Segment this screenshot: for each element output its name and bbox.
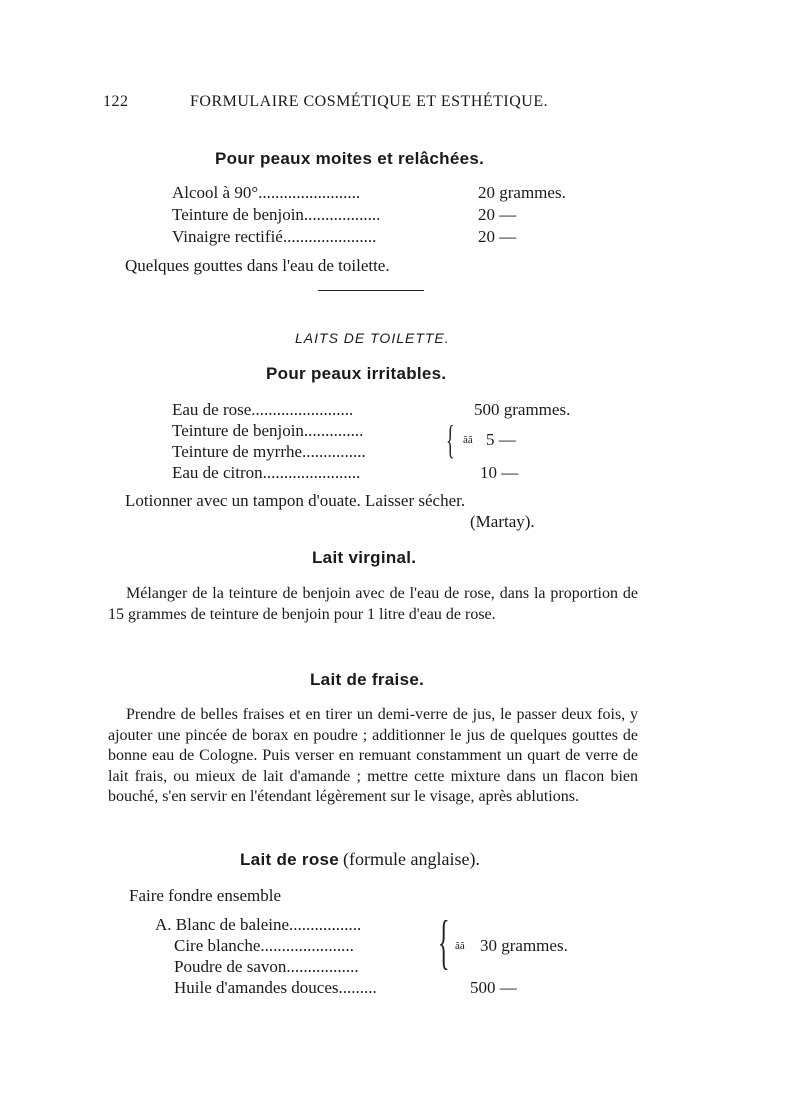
recipe-paragraph: Prendre de belles fraises et en tirer un demi-verre de jus, le passer deux fois, y ajouter une pincée de borax en poudre ; additionner le jus de quelques gouttes de bonne eau de Cologne. Puis verser en remuant constamment un quart de verre de lait frais, ou mieux de lait d'amande ; mettre cette mixture dans un flacon bien bouché, s'en servir en l'étendant légèrement sur le visage, après ablutions. bbox=[108, 706, 638, 805]
recipe-ingredient: Teinture de myrrhe............... bbox=[172, 442, 366, 461]
recipe-ingredient: Eau de rose........................ bbox=[172, 400, 354, 419]
title-main: Lait de rose bbox=[240, 850, 340, 869]
recipe-quantity: 10 — bbox=[480, 463, 519, 482]
recipe-quantity: 500 — bbox=[470, 978, 517, 997]
aa-label: ãã bbox=[463, 434, 473, 446]
section-title-lait-rose bbox=[240, 849, 480, 870]
recipe-ingredient: Cire blanche...................... bbox=[174, 936, 354, 955]
section-heading-laits: LAITS DE TOILETTE. bbox=[295, 330, 450, 346]
recipe-intro: Faire fondre ensemble bbox=[129, 886, 281, 905]
recipe-ingredient: Eau de citron....................... bbox=[172, 463, 361, 482]
recipe-ingredient: Teinture de benjoin.............. bbox=[172, 421, 364, 440]
recipe-quantity: 5 — bbox=[486, 430, 516, 449]
running-title: FORMULAIRE COSMÉTIQUE ET ESTHÉTIQUE. bbox=[190, 93, 549, 110]
brace-icon: { bbox=[438, 909, 450, 975]
page-number: 122 bbox=[103, 93, 129, 110]
brace-icon: { bbox=[446, 417, 455, 462]
recipe-quantity: 20 grammes. bbox=[478, 183, 566, 202]
title-suffix: (formule anglaise). bbox=[343, 849, 480, 869]
recipe-ingredient: Poudre de savon................. bbox=[174, 957, 359, 976]
recipe-ingredient: Vinaigre rectifié...................... bbox=[172, 227, 377, 246]
recipe-note: Lotionner avec un tampon d'ouate. Laisser sécher. bbox=[125, 491, 466, 510]
recipe-quantity: 20 — bbox=[478, 227, 517, 246]
recipe-ingredient: Huile d'amandes douces......... bbox=[174, 978, 377, 997]
recipe-ingredient: Teinture de benjoin.................. bbox=[172, 205, 381, 224]
recipe-paragraph: Mélanger de la teinture de benjoin avec de l'eau de rose, dans la proportion de 15 grammes de teinture de benjoin pour 1 litre d'eau de rose. bbox=[108, 585, 638, 623]
section-title-lait-virginal: Lait virginal. bbox=[312, 548, 417, 567]
recipe-quantity: 30 grammes. bbox=[480, 936, 568, 955]
recipe-source: (Martay). bbox=[470, 512, 535, 531]
recipe-quantity: 500 grammes. bbox=[474, 400, 571, 419]
section-title-peaux-irritables: Pour peaux irritables. bbox=[266, 364, 447, 383]
recipe-note: Quelques gouttes dans l'eau de toilette. bbox=[125, 256, 390, 275]
recipe-ingredient: A. Blanc de baleine................. bbox=[155, 915, 362, 934]
separator-rule bbox=[318, 290, 424, 291]
recipe-ingredient: Alcool à 90°........................ bbox=[172, 183, 361, 202]
section-title-lait-fraise: Lait de fraise. bbox=[310, 670, 425, 689]
recipe-quantity: 20 — bbox=[478, 205, 517, 224]
aa-label: ãã bbox=[455, 940, 465, 952]
section-title-peaux-moites: Pour peaux moites et relâchées. bbox=[215, 149, 485, 168]
